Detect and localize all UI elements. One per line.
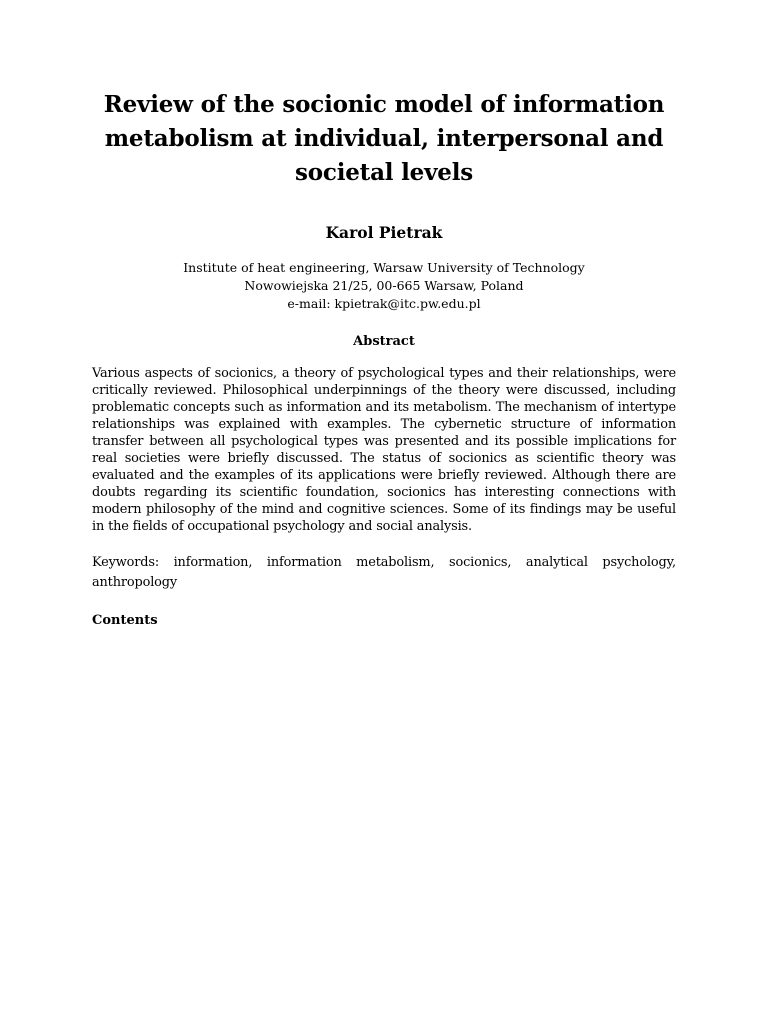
email-line: e-mail: kpietrak@itc.pw.edu.pl (287, 296, 481, 311)
abstract-heading: Abstract (353, 334, 415, 349)
keywords-paragraph: Keywords: information, information metabolism, socionics, analytical psychology, anthropology (92, 555, 676, 590)
author-affiliation (92, 259, 676, 313)
author-name: Karol Pietrak (325, 223, 443, 242)
paper-title: Review of the socionic model of information metabolism at individual, interpersonal and societal levels (103, 91, 665, 186)
abstract-text: Various aspects of socionics, a theory of psychological types and their relationships, were critically reviewed. Philosophical underpinnings of the theory were discussed, including problematic concepts such as information and its metabolism. The mechanism of intertype relationships was explained with examples. The cybernetic structure of information transfer between all psychological types was presented and its possible implications for real societies were briefly discussed. The status of socionics as scientific theory was evaluated and the examples of its applications were briefly reviewed. Although there are doubts regarding its scientific foundation, socionics has interesting connections with modern philosophy of the mind and cognitive sciences. Some of its findings may be useful in the fields of occupational psychology and social analysis. (92, 366, 676, 534)
address-line: Nowowiejska 21/25, 00-665 Warsaw, Poland (244, 278, 524, 293)
contents-heading: Contents (92, 613, 158, 628)
institute-line: Institute of heat engineering, Warsaw University of Technology (183, 260, 585, 275)
